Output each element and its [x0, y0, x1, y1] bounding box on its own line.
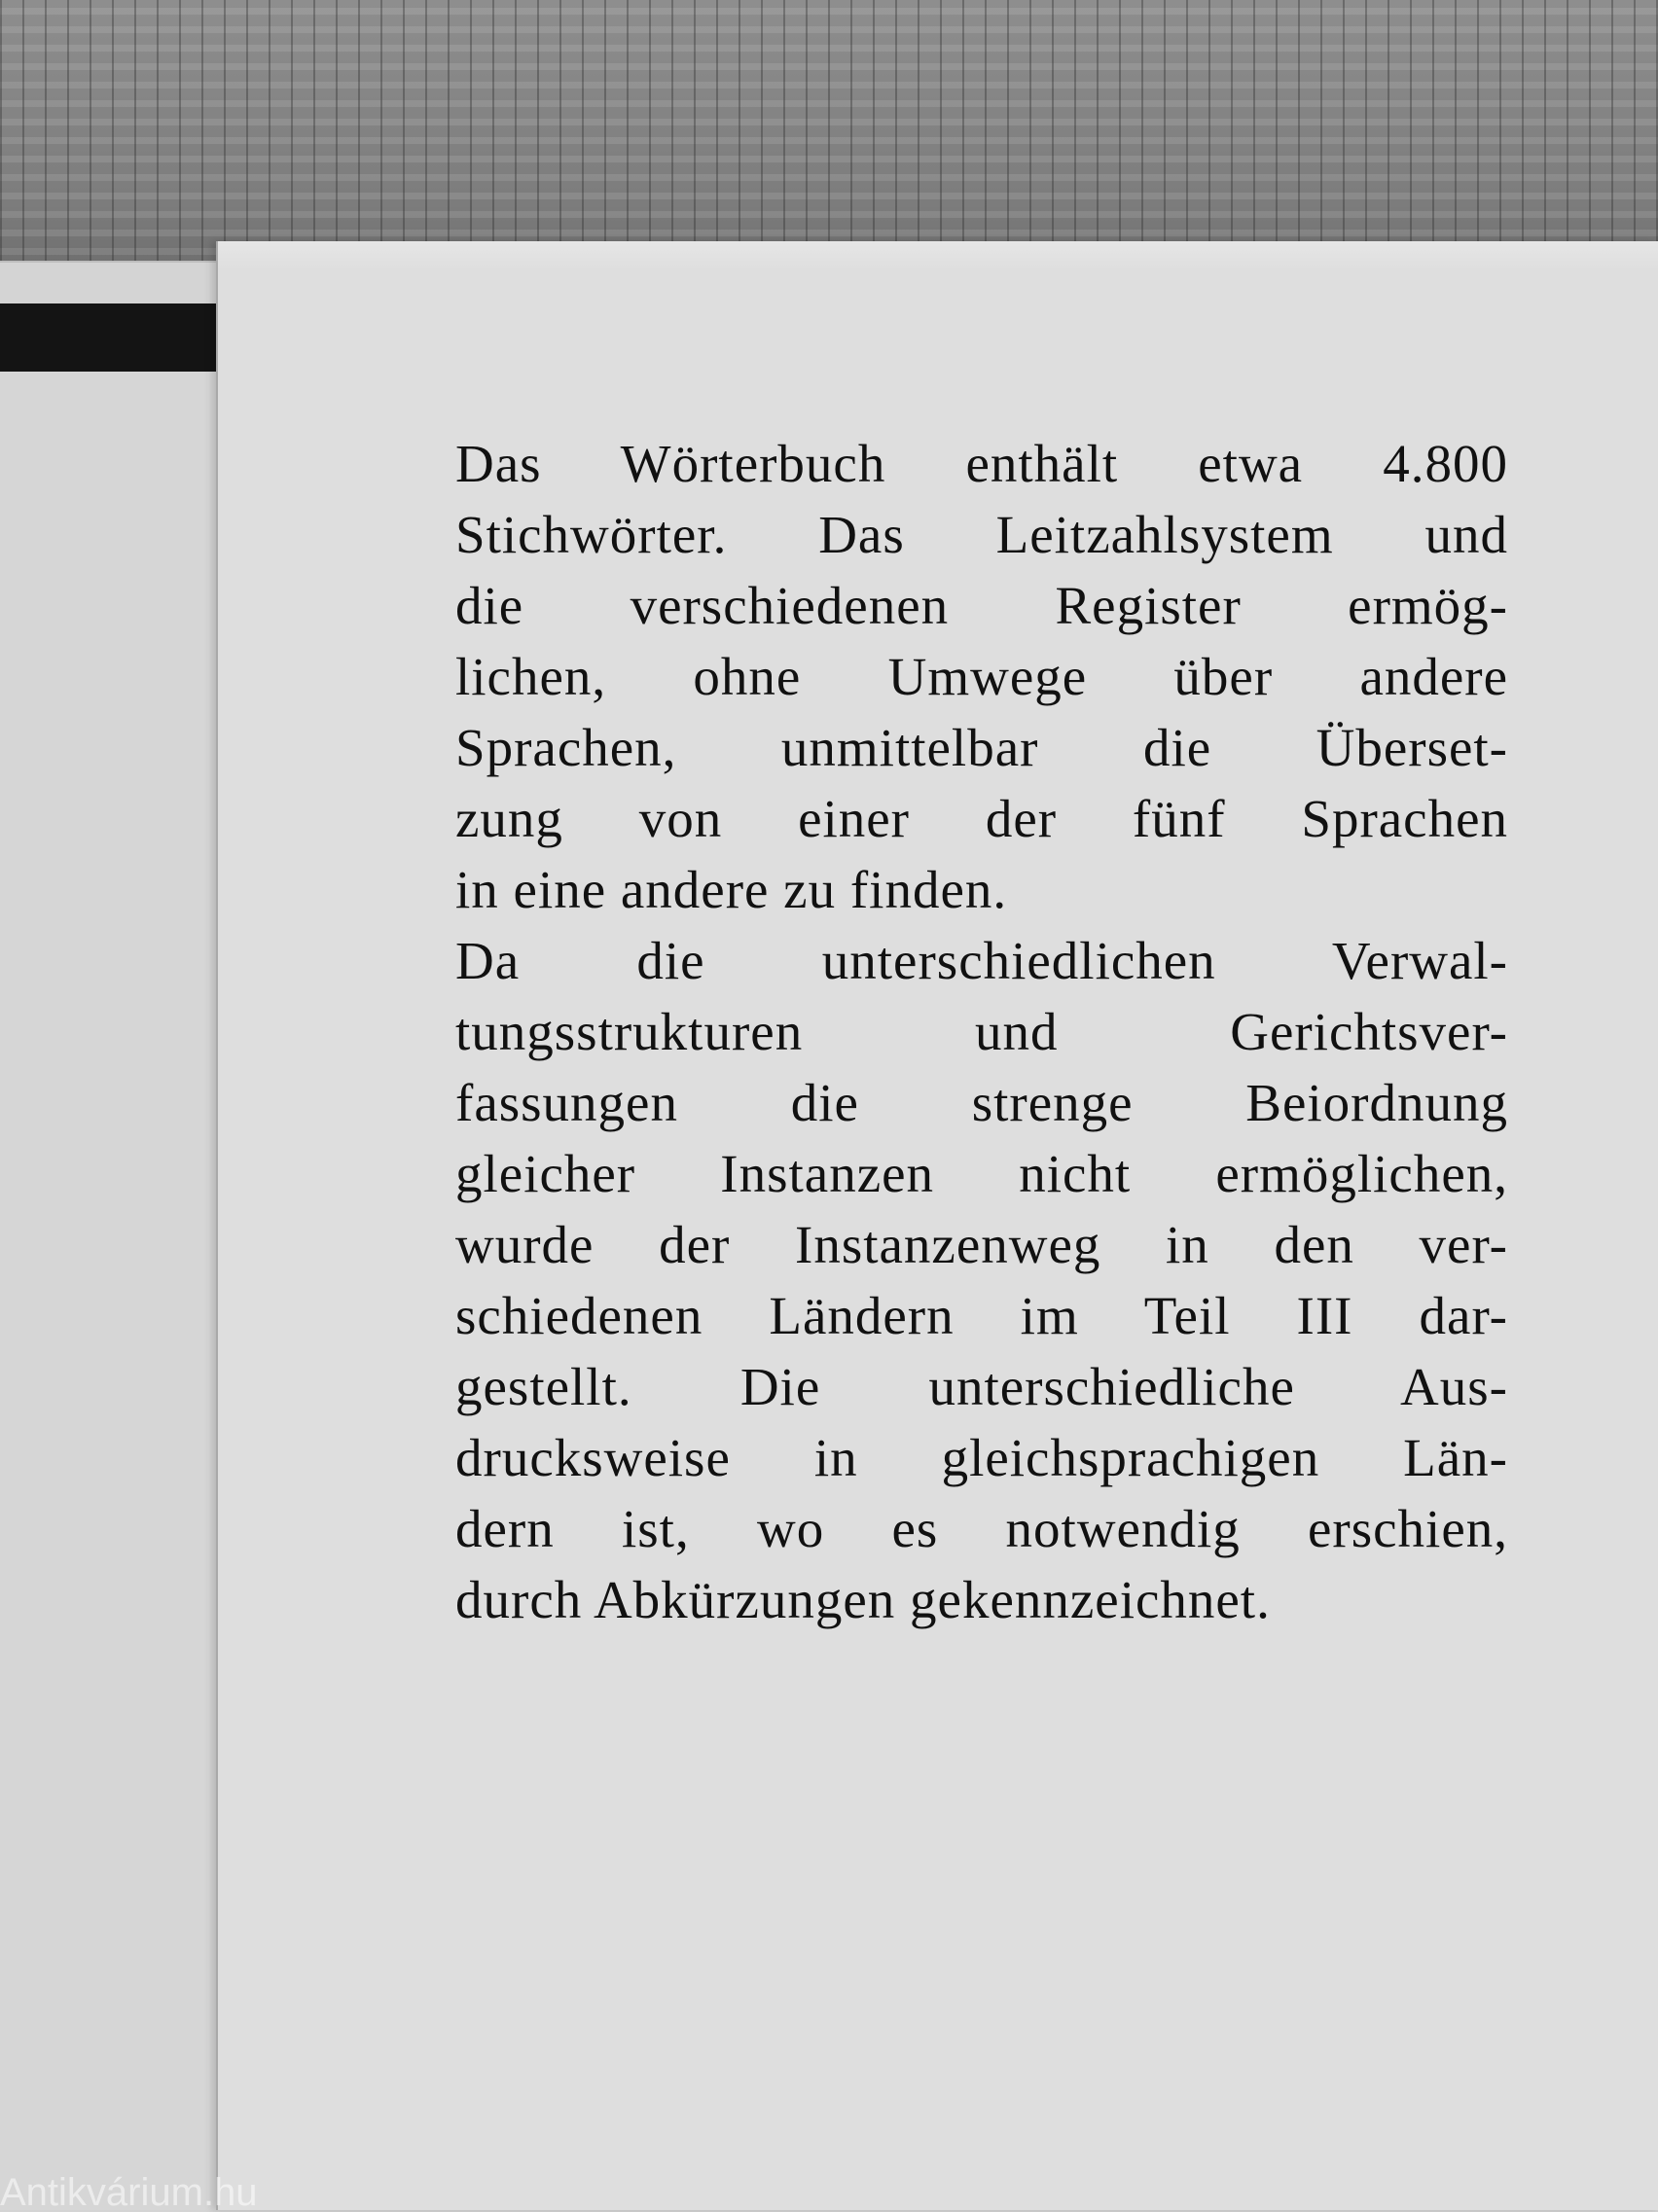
text-line: Sprachen, unmittelbar die Überset- — [455, 718, 1508, 777]
body-text — [455, 428, 1508, 1635]
text-line: Das Wörterbuch enthält etwa 4.800 — [455, 434, 1508, 493]
text-line: drucksweise in gleichsprachigen Län- — [455, 1428, 1508, 1487]
text-line: gleicher Instanzen nicht ermöglichen, — [455, 1144, 1508, 1203]
text-line: in eine andere zu finden. — [455, 860, 1008, 919]
page — [216, 241, 1658, 2210]
text-line: zung von einer der fünf Sprachen — [455, 789, 1508, 848]
text-line: die verschiedenen Register ermög- — [455, 576, 1508, 635]
watermark: Antikvárium.hu — [0, 2175, 258, 2210]
black-band — [0, 303, 234, 372]
text-line: Da die unterschiedlichen Verwal- — [455, 931, 1508, 990]
spine-panel — [0, 372, 218, 2210]
text-line: gestellt. Die unterschiedliche Aus- — [455, 1357, 1508, 1416]
text-line: dern ist, wo es notwendig erschien, — [455, 1499, 1508, 1558]
text-line: lichen, ohne Umwege über andere — [455, 647, 1508, 706]
text-line: durch Abkürzungen gekennzeichnet. — [455, 1570, 1271, 1629]
text-line: schiedenen Ländern im Teil III dar- — [455, 1286, 1508, 1345]
text-line: tungsstrukturen und Gerichtsver- — [455, 1002, 1508, 1061]
text-line: fassungen die strenge Beiordnung — [455, 1073, 1508, 1132]
text-line: Stichwörter. Das Leitzahlsystem und — [455, 505, 1508, 564]
text-line: wurde der Instanzenweg in den ver- — [455, 1215, 1508, 1274]
